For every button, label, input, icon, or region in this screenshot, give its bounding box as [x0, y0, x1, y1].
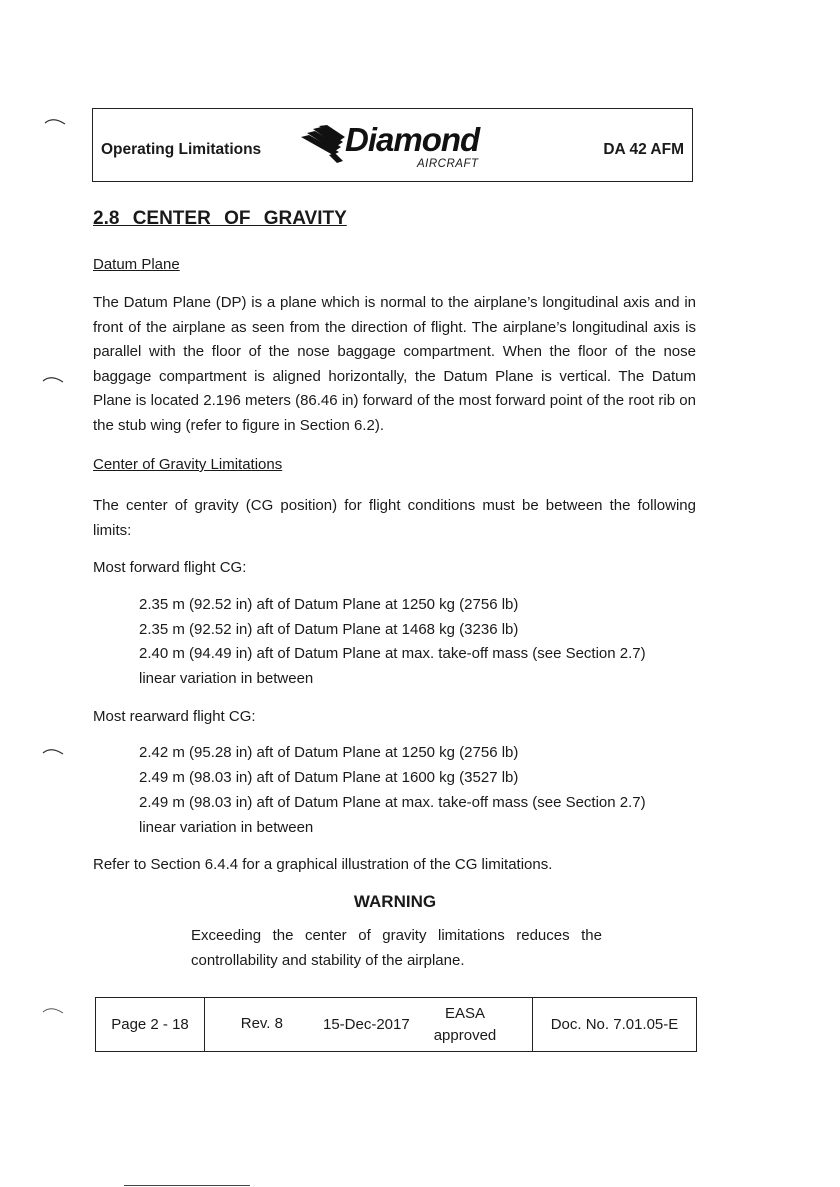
- wing-logo-icon: [299, 125, 347, 165]
- rearward-item: 2.49 m (98.03 in) aft of Datum Plane at 1600 kg (3527 lb): [139, 769, 519, 786]
- warning-text: Exceeding the center of gravity limitations reduces the controllability and stability of the airplane.: [191, 927, 602, 969]
- forward-label: Most forward flight CG:: [93, 559, 247, 576]
- logo-wordmark: Diamond: [345, 121, 480, 158]
- forward-item: 2.35 m (92.52 in) aft of Datum Plane at 1468 kg (3236 lb): [139, 621, 519, 638]
- rearward-item: linear variation in between: [139, 819, 314, 836]
- footer-date: 15-Dec-2017: [322, 1015, 410, 1033]
- header-doc-name: DA 42 AFM: [603, 141, 684, 158]
- footer-easa: [434, 1003, 497, 1047]
- scan-mark: [42, 747, 64, 755]
- page-header: [92, 108, 693, 182]
- footer-easa-line1: EASA: [444, 1004, 485, 1022]
- header-section-name: Operating Limitations: [101, 141, 262, 158]
- rearward-item: 2.42 m (95.28 in) aft of Datum Plane at 1250 kg (2756 lb): [139, 744, 519, 761]
- page-footer: [95, 997, 697, 1052]
- scan-mark: [42, 1006, 64, 1014]
- rearward-label: Most rearward flight CG:: [93, 708, 256, 725]
- footer-rev: Rev. 8: [240, 1015, 283, 1033]
- rearward-item: 2.49 m (98.03 in) aft of Datum Plane at max. take-off mass (see Section 2.7): [139, 794, 646, 811]
- section-title: 2.8 CENTER OF GRAVITY: [93, 208, 347, 229]
- cg-intro: The center of gravity (CG position) for flight conditions must be between the following limits:: [93, 497, 696, 539]
- logo-subtitle: AIRCRAFT: [417, 158, 479, 170]
- scan-mark: [44, 117, 66, 125]
- datum-paragraph: The Datum Plane (DP) is a plane which is normal to the airplane’s longitudinal axis and in front of the airplane as seen from the direction of flight. The airplane’s longitudinal axis is parallel with the floor of the nose baggage compartment. When the floor of the nose baggage compartment is aligned horizontally, the Datum Plane is vertical. The Datum Plane is located 2.196 meters (86.46 in) forward of the most forward point of the root rib on the stub wing (refer to figure in Section 6.2).: [93, 294, 696, 434]
- refer-text: Refer to Section 6.4.4 for a graphical illustration of the CG limitations.: [93, 856, 553, 873]
- forward-item: 2.35 m (92.52 in) aft of Datum Plane at 1250 kg (2756 lb): [139, 596, 519, 613]
- footer-easa-line2: approved: [433, 1026, 497, 1044]
- datum-heading: Datum Plane: [93, 256, 180, 273]
- footer-revision-cell: [205, 998, 533, 1052]
- footer-page: Page 2 - 18: [96, 998, 205, 1052]
- cg-heading: Center of Gravity Limitations: [93, 456, 283, 473]
- forward-item: linear variation in between: [139, 670, 314, 687]
- footer-doc-number: Doc. No. 7.01.05-E: [533, 998, 697, 1052]
- bottom-rule: [124, 1185, 250, 1186]
- warning-title: WARNING: [353, 892, 437, 911]
- diamond-logo: [299, 121, 499, 173]
- scan-mark: [42, 375, 64, 383]
- forward-item: 2.40 m (94.49 in) aft of Datum Plane at max. take-off mass (see Section 2.7): [139, 645, 646, 662]
